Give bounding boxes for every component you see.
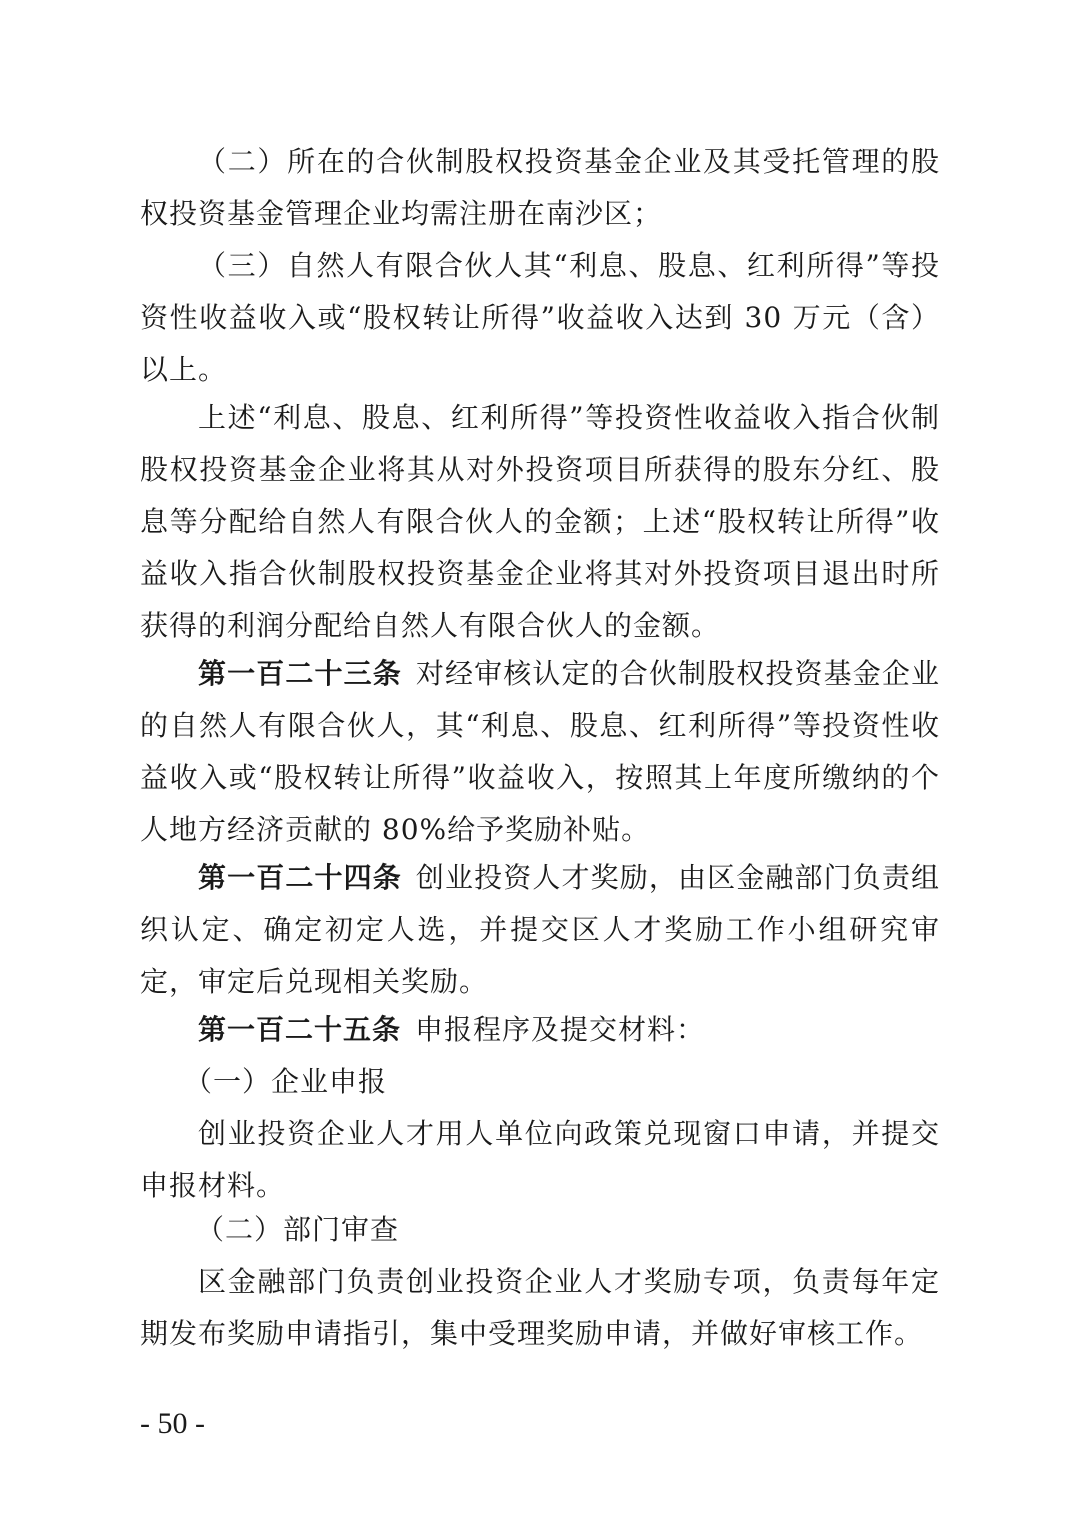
subsection-2-body: 区金融部门负责创业投资企业人才奖励专项，负责每年定期发布奖励申请指引，集中受理奖励申请，并做好审核工作。 <box>140 1265 940 1350</box>
subsection-1-heading: （一）企业申报 <box>184 1065 388 1098</box>
article-123-body: 对经审核认定的合伙制股权投资基金企业的自然人有限合伙人，其“利息、股息、红利所得”等投资性收益收入或“股权转让所得”收益收入，按照其上年度所缴纳的个人地方经济贡献的 80%给予奖励补贴。 <box>140 657 940 846</box>
article-124 <box>140 852 940 1008</box>
article-123-title: 第一百二十三条 <box>198 657 402 690</box>
page-number: - 50 - <box>140 1407 205 1440</box>
paragraph-condition-2: （二）所在的合伙制股权投资基金企业及其受托管理的股权投资基金管理企业均需注册在南沙区； <box>140 145 940 230</box>
subsection-1-body: 创业投资企业人才用人单位向政策兑现窗口申请，并提交申报材料。 <box>140 1117 940 1202</box>
article-125 <box>140 1004 940 1056</box>
article-123 <box>140 648 940 856</box>
article-124-body: 创业投资人才奖励，由区金融部门负责组织认定、确定初定人选，并提交区人才奖励工作小组研究审定，审定后兑现相关奖励。 <box>140 861 940 998</box>
paragraph-condition-3: （三）自然人有限合伙人其“利息、股息、红利所得”等投资性收益收入或“股权转让所得”收益收入达到 30 万元（含）以上。 <box>140 249 940 386</box>
article-124-title: 第一百二十四条 <box>198 861 402 894</box>
subsection-2-heading: （二）部门审查 <box>196 1213 400 1246</box>
article-125-title: 第一百二十五条 <box>198 1013 402 1046</box>
paragraph-definition: 上述“利息、股息、红利所得”等投资性收益收入指合伙制股权投资基金企业将其从对外投资项目所获得的股东分红、股息等分配给自然人有限合伙人的金额；上述“股权转让所得”收益收入指合伙制股权投资基金企业将其对外投资项目退出时所获得的利润分配给自然人有限合伙人的金额。 <box>140 401 940 642</box>
article-125-body: 申报程序及提交材料： <box>415 1013 706 1046</box>
